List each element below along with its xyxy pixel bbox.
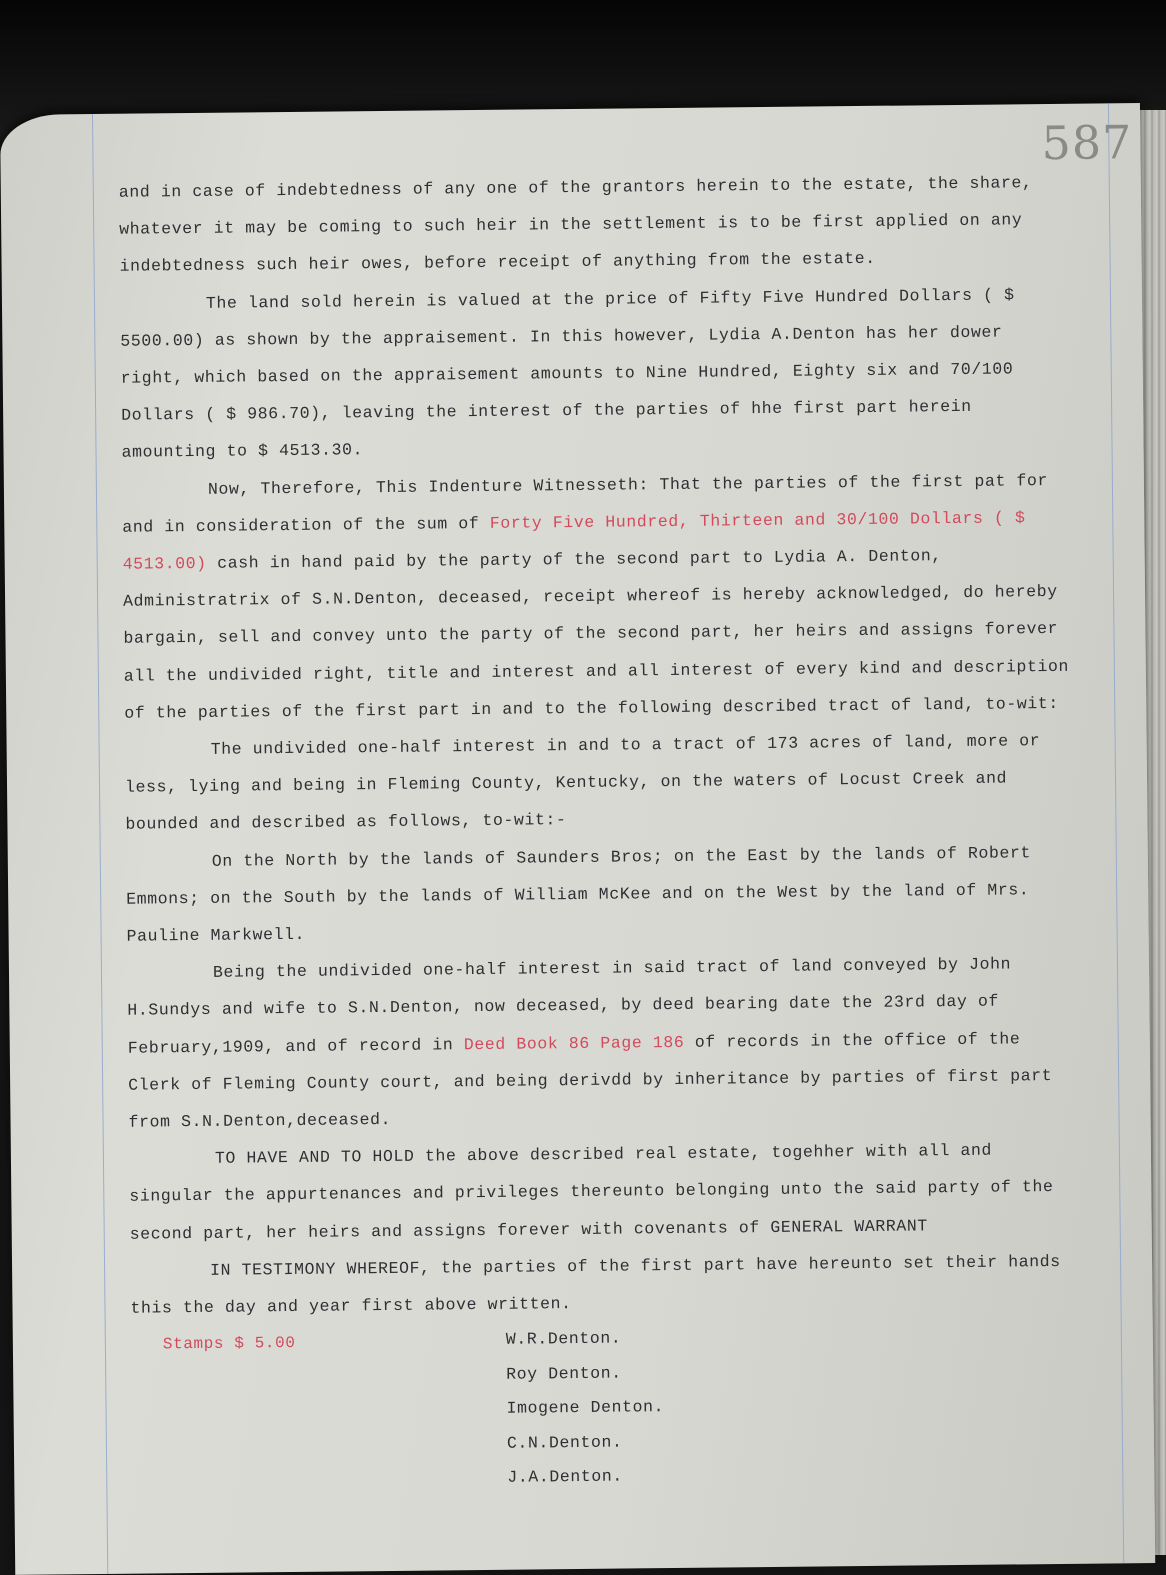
signature: J.A.Denton. <box>507 1466 623 1488</box>
signature: Imogene Denton. <box>506 1397 665 1419</box>
paragraph-land-value: The land sold herein is valued at the price of Fifty Five Hundred Dollars ( $ 5500.00) as shown by the appraisement. In this however, Lydia A.Denton has her dower right, which based on the appraisement amounts to Nine Hundred, Eighty six and 70/100 Dollars ( $ 986.70), leaving the interest of the parties of hhe first part herein amounting to $ 4513.30. <box>120 284 1015 463</box>
signature-block <box>131 1317 1083 1487</box>
stamps-note: Stamps $ 5.00 <box>162 1334 296 1354</box>
signature-list <box>506 1321 665 1495</box>
right-margin-rule <box>1108 103 1124 1563</box>
left-margin-rule <box>92 114 108 1574</box>
paragraph-estate-share: and in case of indebtedness of any one of the grantors herein to the estate, the share, whatever it may be coming to such heir in the settlement is to be first applied on any indebtedness such heir owes, before receipt of anything from the estate. <box>118 173 1033 277</box>
deed-body <box>119 164 1083 1487</box>
page-number: 587 <box>1041 115 1133 171</box>
paragraph-habendum: TO HAVE AND TO HOLD the above described real estate, togehher with all and singular the appurtenances and privileges thereunto belonging unto the said party of the second part, her heirs and assigns forever with covenants of GENERAL WARRANT <box>129 1140 1054 1244</box>
deed-page <box>0 103 1155 1575</box>
paragraph-witnesseth <box>122 461 1075 731</box>
deed-book-reference: Deed Book 86 Page 186 <box>463 1032 685 1054</box>
being-text-start: Being the undivided one-half interest in said tract of land conveyed by John H.Sundys and wife to S.N.Denton, now deceased, by deed bearing date the 23rd day of February,1909, and of record in <box>127 954 1012 1058</box>
signature: Roy Denton. <box>506 1363 622 1384</box>
signature: C.N.Denton. <box>506 1432 623 1453</box>
paragraph-bounds: On the North by the lands of Saunders Bros; on the East by the lands of Robert Emmons; on the South by the lands of William McKee and on the West by the land of Mrs. Pauline Markwell. <box>126 842 1032 946</box>
being-text-end: of records in the office of the Clerk of Fleming County court, and being derivdd by inheritance by parties of first part from S.N.Denton,deceased. <box>128 1029 1053 1132</box>
signature: W.R.Denton. <box>505 1328 622 1350</box>
paragraph-being <box>127 945 1079 1141</box>
paragraph-tract: The undivided one-half interest in and to a tract of 173 acres of land, more or less, lying and being in Fleming County, Kentucky, on the waters of Locust Creek and bounded and described as follows, to-wit:- <box>124 731 1041 835</box>
paragraph-testimony: IN TESTIMONY WHEREOF, the parties of the first part have hereunto set their hands this the day and year first above written. <box>130 1251 1061 1318</box>
consideration-amount: Forty Five Hundred, Thirteen and 30/100 Dollars ( $ 4513.00) <box>122 508 1026 574</box>
witnesseth-text-end: cash in hand paid by the party of the second part to Lydia A. Denton, Administratrix of S.N.Denton, deceased, receipt whereof is hereby acknowledged, do hereby bargain, sell and convey unto the party of the second part, her heirs and assigns forever all the undivided right, title and interest and all interest of every kind and description of the parties of the first part in and to the following described tract of land, to-wit: <box>123 546 1070 723</box>
witnesseth-text-start: Now, Therefore, This Indenture Witnesseth: That the parties of the first pat for and in consideration of the sum of <box>122 470 1049 537</box>
